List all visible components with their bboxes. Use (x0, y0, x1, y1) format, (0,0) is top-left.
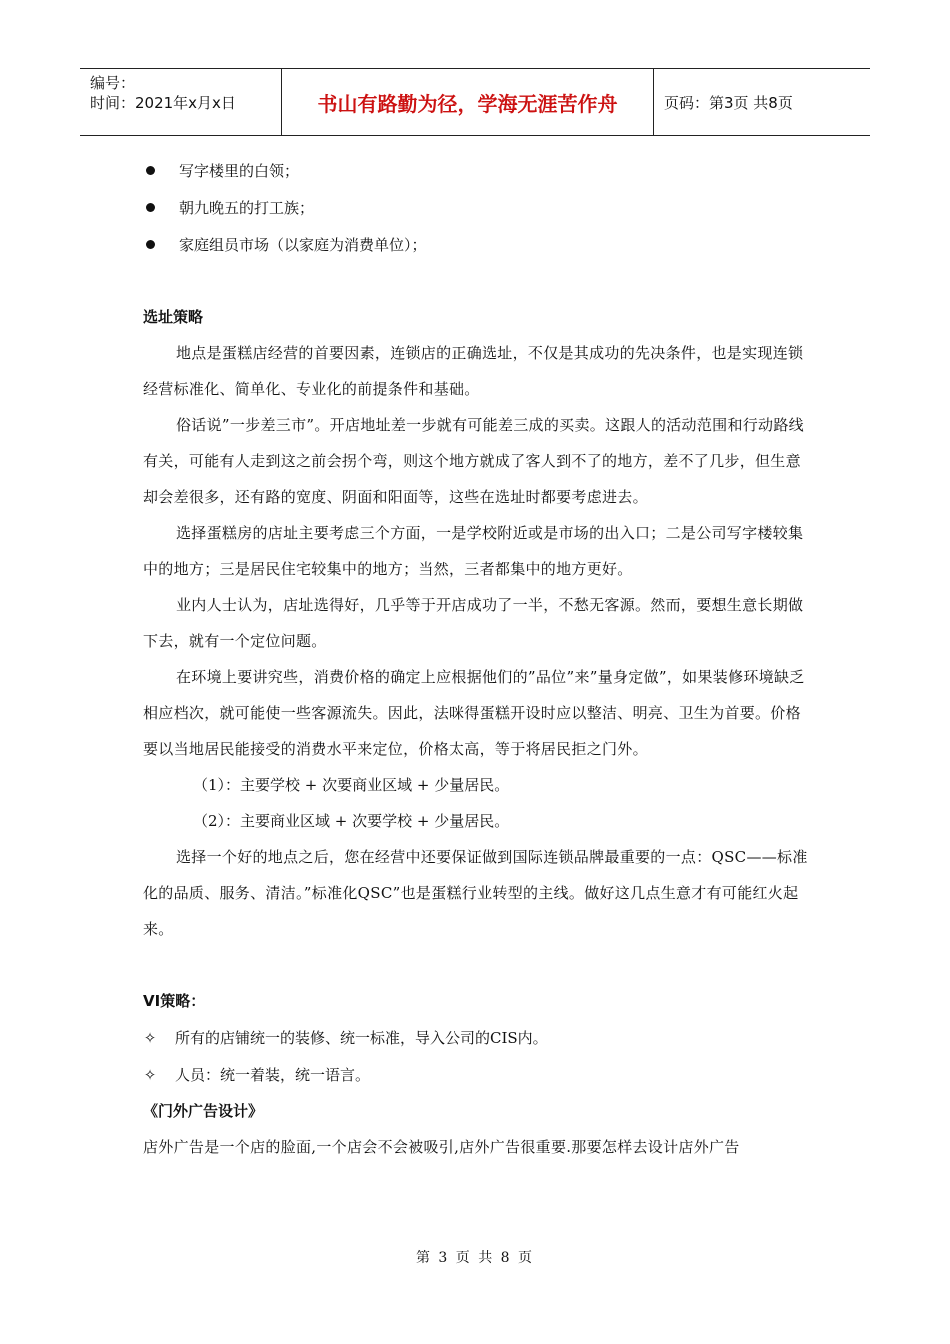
list-item (143, 152, 813, 189)
diamond-bullet-icon: ✧ (143, 1028, 157, 1047)
section-heading-vi: VI策略： (143, 992, 206, 1010)
paragraph: 俗话说”一步差三市”。开店地址差一步就有可能差三成的买卖。这跟人的活动范围和行动路线有关，可能有人走到这之前会拐个弯，则这个地方就成了客人到不了的地方，差不了几步，但生意却会差很多，还有路的宽度、阴面和阳面等，这些在选址时都要考虑进去。 (143, 416, 804, 506)
bullet-text: 人员：统一着装，统一语言。 (175, 1066, 371, 1084)
bullet-text: 所有的店铺统一的装修、统一标准，导入公司的CIS内。 (175, 1029, 548, 1047)
bullet-dot-icon (146, 203, 155, 212)
page-footer: 第 3 页 共 8 页 (415, 1250, 535, 1266)
bullet-dot-icon (146, 166, 155, 175)
list-item (143, 1056, 813, 1093)
bullet-text: 写字楼里的白领； (179, 162, 300, 180)
formula-line: （1）：主要学校 + 次要商业区域 + 少量居民。 (193, 776, 510, 794)
document-body (143, 152, 813, 1165)
number-label: 编号： (90, 74, 136, 92)
list-item (143, 1019, 813, 1056)
header-meta (80, 69, 282, 135)
paragraph: 选择一个好的地点之后，您在经营中还要保证做到国际连锁品牌最重要的一点：QSC——标准化的品质、服务、清洁。”标准化QSC”也是蛋糕行业转型的主线。做好这几点生意才有可能红火起来。 (143, 848, 808, 938)
paragraph: 在环境上要讲究些，消费价格的确定上应根据他们的”品位”来”量身定做”，如果装修环境缺乏相应档次，就可能使一些客源流失。因此，法咪得蛋糕开设时应以整洁、明亮、卫生为首要。价格要以当地居民能接受的消费水平来定位，价格太高，等于将居民拒之门外。 (143, 668, 805, 758)
formula-line: （2）：主要商业区域 + 次要学校 + 少量居民。 (193, 812, 510, 830)
header-motto: 书山有路勤为径，学海无涯苦作舟 (282, 69, 654, 135)
bullet-text: 家庭组员市场（以家庭为消费单位）； (179, 236, 427, 254)
list-item (143, 189, 813, 226)
sub-heading-ad-design: 《门外广告设计》 (143, 1102, 264, 1120)
paragraph: 业内人士认为，店址选得好，几乎等于开店成功了一半，不愁无客源。然而，要想生意长期做下去，就有一个定位问题。 (143, 596, 804, 650)
bullet-text: 朝九晚五的打工族； (179, 199, 315, 217)
page-header (80, 68, 870, 136)
header-page-info: 页码：第3页 共8页 (664, 93, 793, 112)
section-heading-site: 选址策略 (143, 308, 204, 326)
paragraph: 选择蛋糕房的店址主要考虑三个方面，一是学校附近或是市场的出入口；二是公司写字楼较集中的地方；三是居民住宅较集中的地方；当然，三者都集中的地方更好。 (143, 524, 804, 578)
time-label: 时间：2021年x月x日 (90, 94, 236, 112)
diamond-bullet-icon: ✧ (143, 1065, 157, 1084)
paragraph: 地点是蛋糕店经营的首要因素，连锁店的正确选址，不仅是其成功的先决条件，也是实现连锁经营标准化、简单化、专业化的前提条件和基础。 (143, 344, 804, 398)
list-item (143, 226, 813, 263)
paragraph: 店外广告是一个店的脸面,一个店会不会被吸引,店外广告很重要.那要怎样去设计店外广告 (143, 1138, 740, 1156)
bullet-dot-icon (146, 240, 155, 249)
